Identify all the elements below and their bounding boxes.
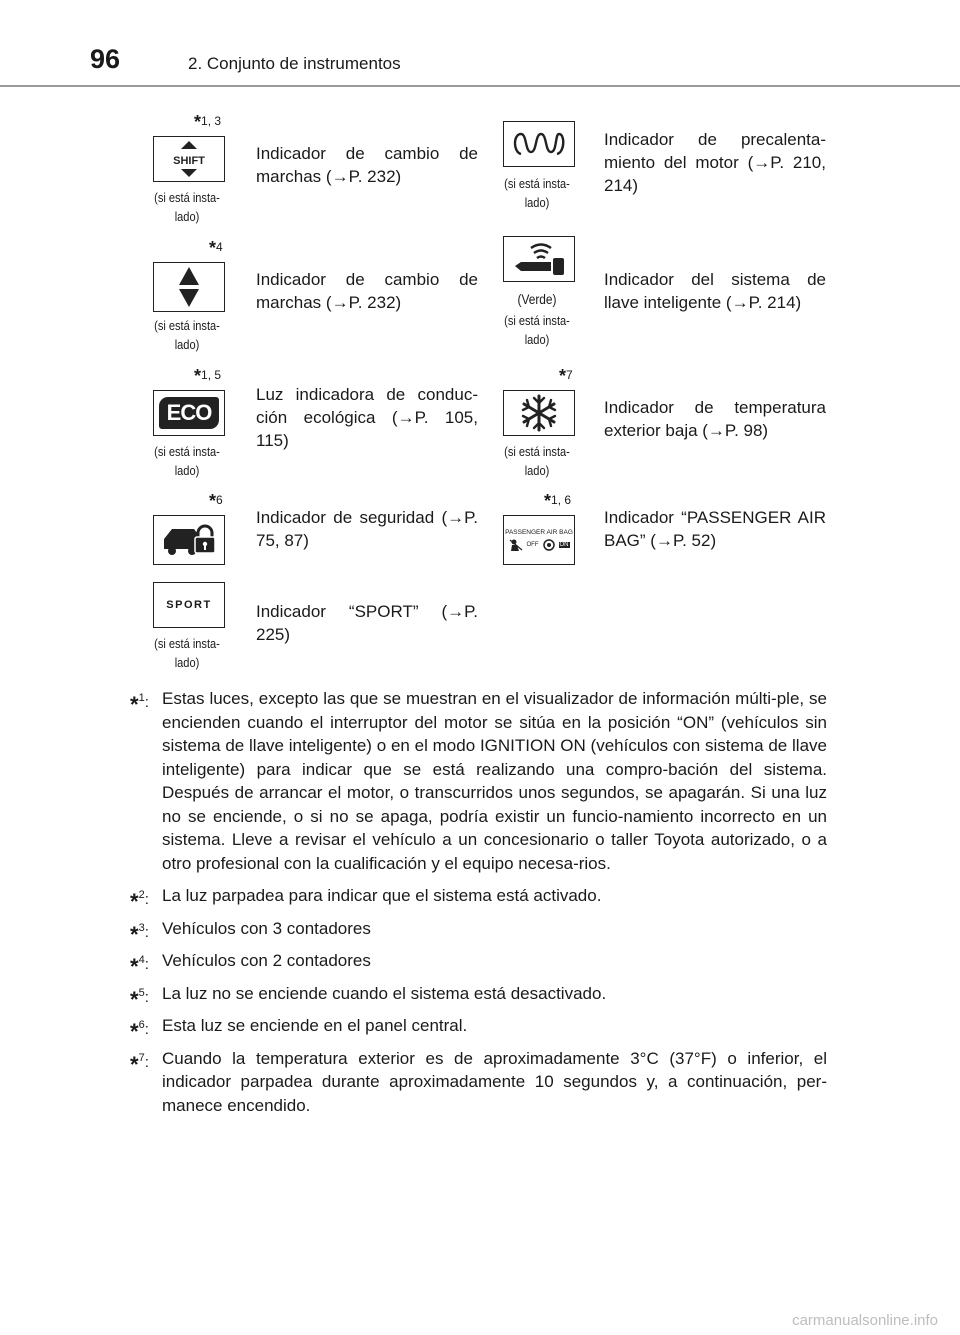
footnote-ref: *1, 6 — [544, 491, 572, 511]
shift-arrows-icon — [153, 262, 225, 312]
indicator-description: Indicador de temperatura exterior baja (→P. 98) — [604, 398, 826, 440]
caption: (si está insta- lado) — [504, 313, 570, 347]
indicator-description: Indicador del sistema de llave inteligente (→P. 214) — [604, 270, 826, 312]
caption: (si está insta- lado) — [504, 176, 570, 210]
svg-text:SHIFT: SHIFT — [173, 155, 205, 167]
snowflake-icon — [503, 390, 575, 436]
indicator-description: Indicador de cambio de marchas (→P. 232) — [256, 270, 478, 312]
sport-icon: SPORT — [153, 582, 225, 628]
indicator-description: Indicador “SPORT” (→P. 225) — [256, 602, 478, 644]
footnote-ref: *4 — [209, 238, 223, 258]
footnote: *$^3$: Vehículos con 3 contadores — [130, 918, 371, 947]
footnotes — [130, 687, 827, 1126]
footnote: *$^4$: Vehículos con 2 contadores — [130, 951, 371, 979]
footnote: *$^2$: La luz parpadea para indicar que el sistema está activado. — [130, 886, 602, 914]
section-title: 2. Conjunto de instrumentos — [188, 54, 401, 73]
shift-indicator-icon — [153, 136, 225, 182]
smart-key-icon — [503, 236, 575, 282]
footnote-ref: *6 — [209, 491, 223, 511]
footnote: *$^5$: La luz no se enciende cuando el sistema está desactivado. — [130, 983, 607, 1012]
eco-icon: ECO — [153, 390, 225, 436]
watermark: carmanualsonline.info — [792, 1312, 938, 1329]
footnote: *$^6$: Esta luz se enciende en el panel central. — [130, 1016, 468, 1044]
indicator-description: Indicador de precalenta-miento del motor (→P. 210, 214) — [604, 130, 826, 195]
caption: (si está insta- lado) — [154, 190, 220, 224]
footnote: *$^7$: Cuando la temperatura exterior es de aproximadamente 3°C (37°F) o inferior, el indicador parpadea durante aproximadamente 10 segundos y, a continuación, per-manece encendido. — [130, 1048, 827, 1115]
indicator-description: Indicador de cambio de marchas (→P. 232) — [256, 144, 478, 186]
caption: (si está insta- lado) — [154, 636, 220, 670]
footnote-ref: *1, 3 — [194, 112, 222, 132]
footnote-ref: *7 — [559, 366, 573, 386]
caption: (si está insta- lado) — [154, 444, 220, 478]
header-divider — [0, 85, 960, 87]
indicator-description: Indicador de seguridad (→P. 75, 87) — [256, 508, 478, 550]
footnote-ref: *1, 5 — [194, 366, 222, 386]
passenger-airbag-icon: PASSENGER AIR BAG OFF ON — [503, 515, 575, 565]
indicator-description: Indicador “PASSENGER AIR BAG” (→P. 52) — [604, 508, 826, 550]
caption-color: (Verde) — [517, 291, 557, 307]
caption: (si está insta- lado) — [154, 318, 220, 352]
footnote: *$^1$: Estas luces, excepto las que se muestran en el visualizador de información múlti-ple, se encienden cuando el interruptor del motor se sitúa en la posición “ON” (vehículos sin sistema de llave inteligente) o en el modo IGNITION ON (vehículos con sistema de llave inteligente) para indicar que se está realizando una compro-bación del sistema. Después de arrancar el motor, o transcurridos unos segundos, se apagarán. Si una luz no se enciende, o si no se apaga, podría existir un funcio-namiento incorrecto en un sistema. Lleve a revisar el vehículo a un concesionario o taller Toyota autorizado, o a otro profesional con la cualificación y el equipo necesa-rios. — [130, 689, 827, 873]
page-number: 96 — [90, 44, 121, 74]
security-car-lock-icon — [153, 515, 225, 565]
caption: (si está insta- lado) — [504, 444, 570, 478]
glow-plug-icon — [503, 121, 575, 167]
indicator-description: Luz indicadora de conduc-ción ecológica (→P. 105, 115) — [256, 385, 478, 450]
